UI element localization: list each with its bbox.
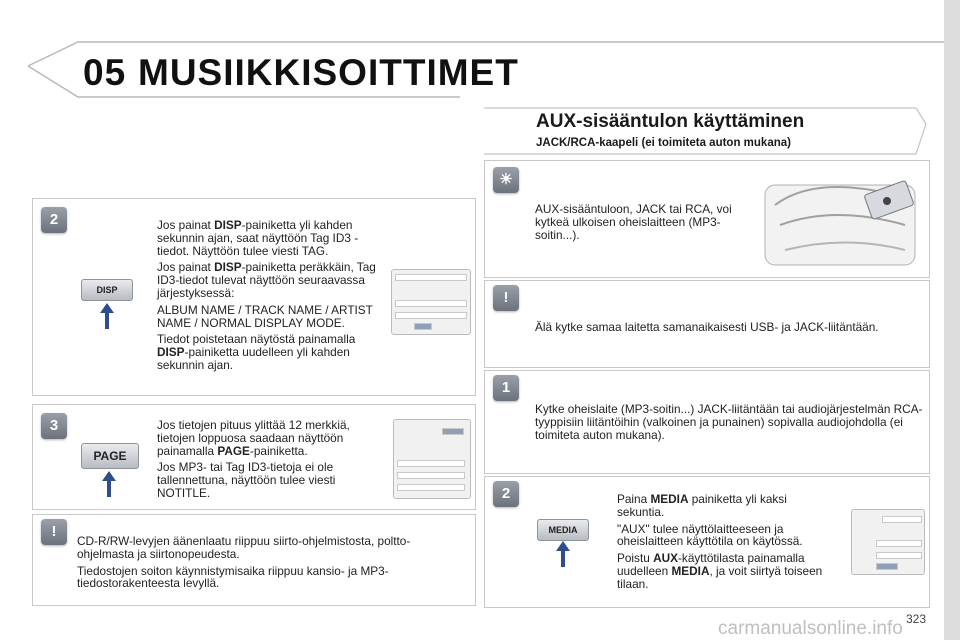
page-key: PAGE (81, 443, 139, 469)
radio-panel-illustration (851, 509, 925, 575)
step-badge: 2 (41, 207, 67, 233)
arrow-up-icon (102, 471, 116, 497)
warning-panel (484, 280, 930, 368)
warning-badge: ! (493, 285, 519, 311)
arrow-up-icon (556, 541, 570, 567)
step2-text: Paina MEDIA painiketta yli kaksi sekuntia. "AUX" tulee näyttölaitteeseen ja oheislaitteen käyttötila on käytössä. Poistu AUX-käyttötilasta painamalla uudelleen MEDIA, ja voit siirtyä toiseen tilaan. (617, 492, 823, 591)
radio-panel-illustration (391, 269, 471, 335)
aux-panel (484, 160, 930, 278)
page-panel (32, 404, 476, 510)
page-number: 323 (906, 612, 927, 626)
disp-text: Jos painat DISP-painiketta yli kahden sekunnin ajan, saat näyttöön Tag ID3 -tiedot. Näyttöön tulee viesti TAG. Jos painat DISP-painiketta peräkkäin, Tag ID3-tiedot tulevat näyttöön seuraavassa järjestyksessä: ALBUM NAME / TRACK NAME / ARTIST NAME / NORMAL DISPLAY MODE. Tiedot poistetaan näytöstä painamalla DISP-painiketta uudelleen yli kahden sekunnin ajan. (157, 218, 376, 372)
note-text: CD-R/RW-levyjen äänenlaatu riippuu siirto-ohjelmistosta, poltto-ohjelmasta ja siirtonopeudesta. Tiedostojen soiton käynnistymisaika riippuu kansio- ja MP3-tiedostorakenteesta levyllä. (77, 534, 411, 591)
step2-panel (484, 476, 930, 608)
aux-socket-illustration (755, 165, 925, 275)
step-badge: 3 (41, 413, 67, 439)
step-badge: 1 (493, 375, 519, 401)
section-subtitle: JACK/RCA-kaapeli (ei toimiteta auton mukana) (536, 137, 791, 149)
watermark: carmanualsonline.info (718, 618, 903, 639)
tip-badge: ☀ (493, 167, 519, 193)
warning-badge: ! (41, 519, 67, 545)
media-key: MEDIA (537, 519, 589, 541)
page-header (0, 0, 960, 120)
chapter-number: 05 (83, 52, 127, 93)
note-panel (32, 514, 476, 606)
disp-panel (32, 198, 476, 396)
step1-panel (484, 370, 930, 474)
step1-text: Kytke oheislaite (MP3-soitin...) JACK-liitäntään tai audiojärjestelmän RCA-tyyppisiin liitäntöihin (valkoinen ja punainen) sopivalla audiojohdolla (ei toimiteta auton mukana). (535, 402, 923, 442)
radio-panel-illustration (393, 419, 471, 499)
chapter-title: MUSIIKKISOITTIMET (138, 52, 519, 93)
page-text: Jos tietojen pituus ylittää 12 merkkiä, tietojen loppuosa saadaan näyttöön painamalla PAGE-painiketta. Jos MP3- tai Tag ID3-tietoja ei ole tallennettuna, näyttöön tulee viesti NOTITLE. (157, 418, 350, 500)
disp-key: DISP (81, 279, 133, 301)
aux-text: AUX-sisääntuloon, JACK tai RCA, voi kytkeä ulkoisen oheislaitteen (MP3-soitin...). (535, 202, 732, 242)
step-badge: 2 (493, 481, 519, 507)
page-edge-strip (944, 0, 960, 640)
arrow-up-icon (100, 303, 114, 329)
warning-text: Älä kytke samaa laitetta samanaikaisesti USB- ja JACK-liitäntään. (535, 320, 879, 334)
section-title: AUX-sisääntulon käyttäminen (536, 111, 805, 132)
